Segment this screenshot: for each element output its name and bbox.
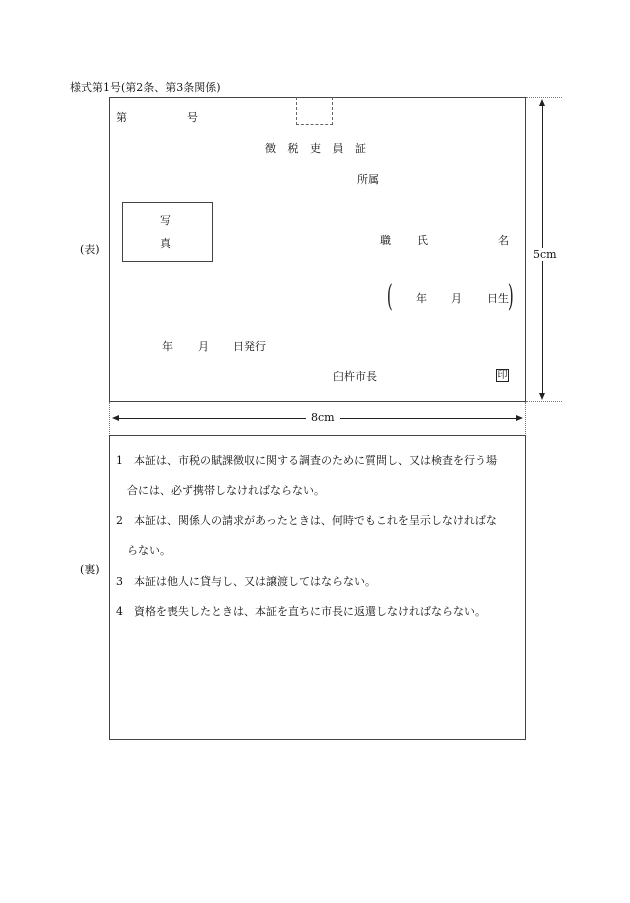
issue-year-label: 年 xyxy=(162,340,173,353)
top-extension-line xyxy=(526,97,562,98)
seal-mark: 印 xyxy=(497,370,508,381)
right-paren: ) xyxy=(507,279,514,314)
right-extension-line xyxy=(525,402,526,434)
back-note-line: 2 本証は、関係人の請求があったときは、何時でもこれを呈示しなければな xyxy=(116,514,497,527)
form-header: 様式第1号(第2条、第3条関係) xyxy=(70,81,221,94)
number-suffix: 号 xyxy=(187,111,198,124)
issue-month-label: 月 xyxy=(198,340,209,353)
position-label: 職 xyxy=(380,234,391,247)
birth-year-label: 年 xyxy=(416,292,427,305)
left-paren: ( xyxy=(386,279,393,314)
height-label: 5cm xyxy=(533,248,557,261)
number-prefix: 第 xyxy=(116,111,127,124)
photo-label-2: 真 xyxy=(160,237,171,250)
birth-month-label: 月 xyxy=(451,292,462,305)
affiliation-label: 所属 xyxy=(357,173,379,186)
back-note-line: 合には、必ず携帯しなければならない。 xyxy=(116,484,325,497)
name-label-2: 名 xyxy=(498,234,509,247)
side-label-back: (裏) xyxy=(80,563,100,576)
back-note-line: らない。 xyxy=(116,544,171,557)
bottom-extension-line xyxy=(526,401,562,402)
width-label: 8cm xyxy=(306,412,340,423)
width-arrow-left xyxy=(112,415,119,421)
height-arrow-top xyxy=(539,99,545,106)
issuer-label: 臼杵市長 xyxy=(333,370,377,383)
issue-day-label: 日発行 xyxy=(233,340,266,353)
card-title: 徴 税 吏 員 証 xyxy=(265,142,370,155)
back-note-line: 3 本証は他人に貸与し、又は譲渡してはならない。 xyxy=(116,575,376,588)
photo-box xyxy=(122,202,213,262)
back-note-line: 1 本証は、市税の賦課徴収に関する調査のために質問し、又は検査を行う場 xyxy=(116,454,497,467)
back-note-line: 4 資格を喪失したときは、本証を直ちに市長に返還しなければならない。 xyxy=(116,605,486,618)
punch-hole-mark xyxy=(296,97,333,125)
left-extension-line xyxy=(109,402,110,434)
height-arrow-bottom xyxy=(539,393,545,400)
name-label-1: 氏 xyxy=(417,234,428,247)
photo-label-1: 写 xyxy=(160,214,171,227)
birth-day-label: 日生 xyxy=(487,292,509,305)
side-label-front: (表) xyxy=(80,243,100,256)
width-arrow-right xyxy=(516,415,523,421)
